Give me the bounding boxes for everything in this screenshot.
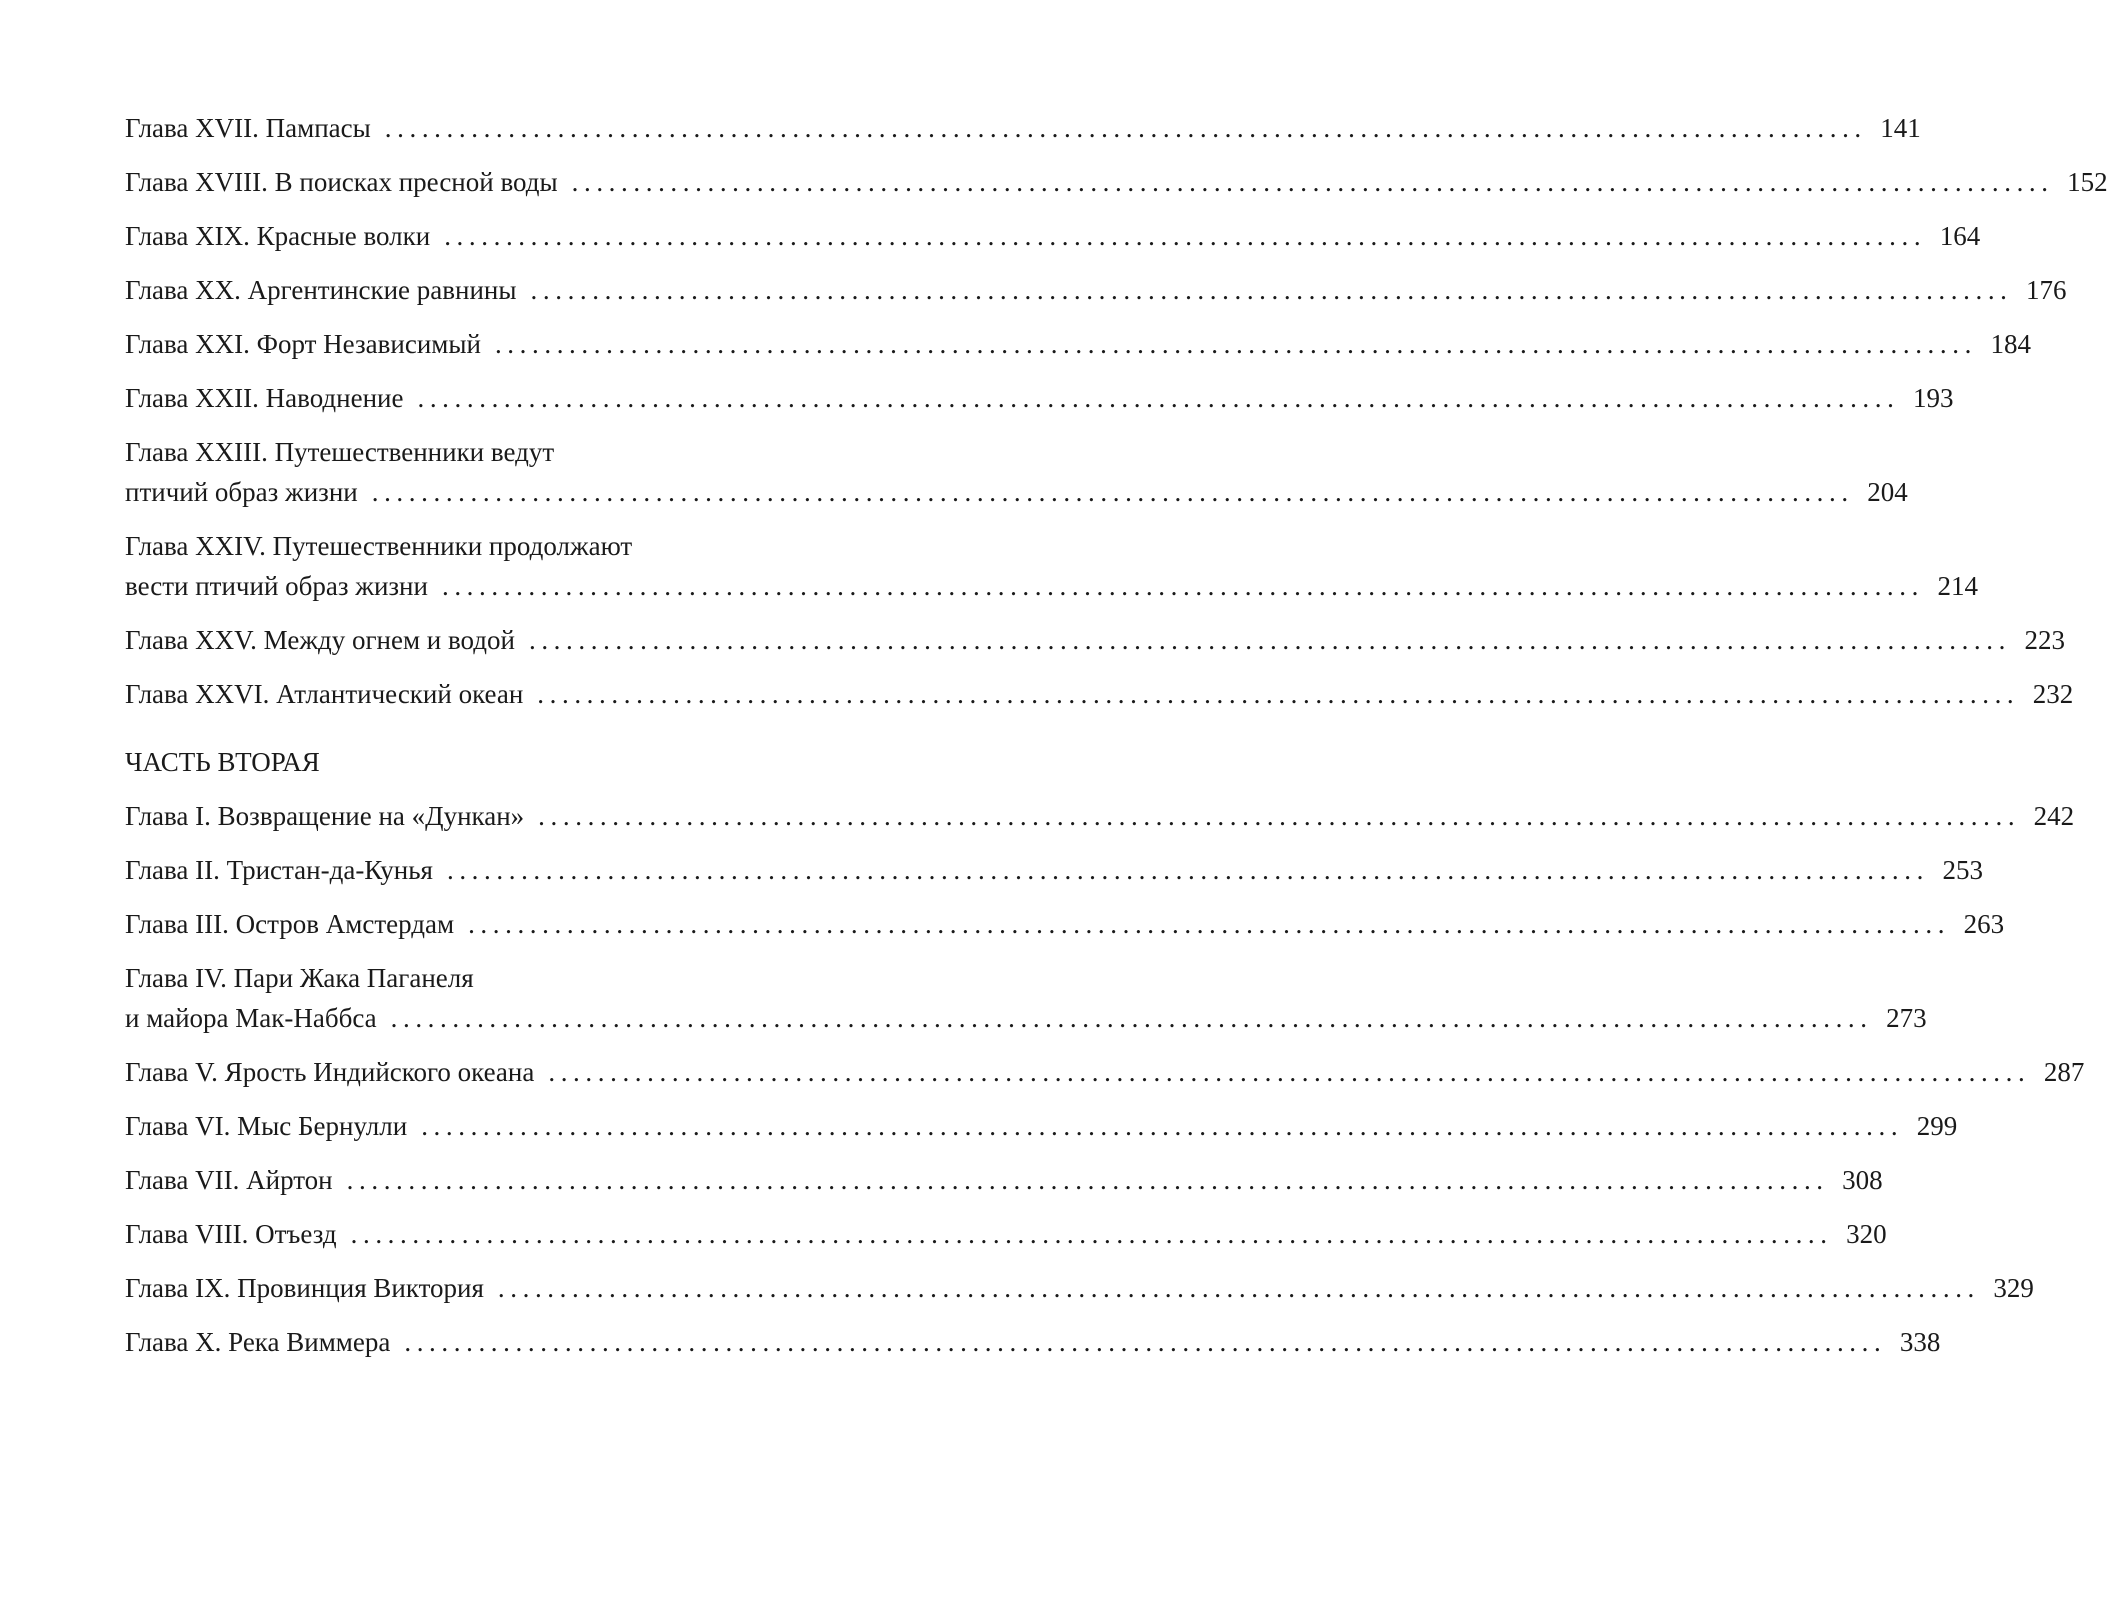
toc-entry-line (125, 1052, 2085, 1092)
chapter-title: Глава XX. Аргентинские равнины (125, 275, 517, 305)
toc-entry-line (125, 1268, 2034, 1308)
leader-dots: ........................................................................................................................ (530, 275, 2013, 305)
chapter-title: Глава XXI. Форт Независимый (125, 329, 481, 359)
toc-entry (125, 850, 1983, 890)
leader-dots: ........................................................................................................................ (548, 1057, 2031, 1087)
chapter-title: Глава I. Возвращение на «Дункан» (125, 801, 525, 831)
leader-dots: ........................................................................................................................ (538, 801, 2021, 831)
leader-dots: ........................................................................................................................ (441, 571, 1924, 601)
chapter-title: Глава XXII. Наводнение (125, 383, 404, 413)
page-number: 253 (1942, 855, 1983, 885)
page-number: 338 (1899, 1327, 1941, 1357)
toc-entry (125, 526, 1978, 606)
toc-entry-line (125, 472, 1908, 512)
toc-entry (125, 108, 1921, 148)
leader-dots: ........................................................................................................................ (384, 113, 1867, 143)
toc-entry-line (125, 162, 2108, 202)
toc-entry (125, 620, 2065, 660)
toc-entry (125, 1052, 2085, 1092)
toc-entry-line (125, 796, 2075, 836)
page-number: 214 (1937, 571, 1978, 601)
leader-dots: ........................................................................................................................ (346, 1165, 1829, 1195)
page-number: 223 (2024, 625, 2065, 655)
leader-dots: ........................................................................................................................ (390, 1003, 1873, 1033)
toc-entry (125, 904, 2005, 944)
page-number: 263 (1963, 909, 2005, 939)
leader-dots: ........................................................................................................................ (537, 679, 2020, 709)
page-number: 164 (1939, 221, 1981, 251)
toc-part-two (125, 796, 2085, 1362)
toc-entry (125, 1322, 1941, 1362)
toc-part-one (125, 108, 2108, 714)
page-number: 232 (2032, 679, 2074, 709)
toc-entry (125, 1214, 1887, 1254)
toc-entry (125, 270, 2067, 310)
page-number: 287 (2043, 1057, 2085, 1087)
toc-entry-line (125, 216, 1981, 256)
chapter-title: Глава X. Река Виммера (125, 1327, 391, 1357)
toc-entry-line (125, 904, 2005, 944)
chapter-title: Глава XVII. Пампасы (125, 113, 371, 143)
toc-entry (125, 324, 2031, 364)
leader-dots: ........................................................................................................................ (421, 1111, 1904, 1141)
leader-dots: ........................................................................................................................ (444, 221, 1927, 251)
chapter-title: Глава XIX. Красные волки (125, 221, 431, 251)
page-number: 141 (1880, 113, 1921, 143)
chapter-title: Глава XXIV. Путешественники продолжают (125, 531, 633, 561)
page-number: 176 (2026, 275, 2067, 305)
toc-entry-line (125, 324, 2031, 364)
leader-dots: ........................................................................................................................ (468, 909, 1951, 939)
page-number: 152 (2067, 167, 2108, 197)
leader-dots: ........................................................................................................................ (350, 1219, 1833, 1249)
toc-entry (125, 796, 2075, 836)
toc-entry-line (125, 958, 861, 998)
toc-entry (125, 378, 1954, 418)
chapter-title: птичий образ жизни (125, 477, 358, 507)
toc-entry-line (125, 566, 1978, 606)
page-number: 299 (1916, 1111, 1958, 1141)
toc-entry-line (125, 998, 1927, 1038)
toc-entry-line (125, 108, 1921, 148)
page-number: 184 (1990, 329, 2031, 359)
chapter-title: Глава XXIII. Путешественники ведут (125, 437, 555, 467)
toc-entry-line (125, 378, 1954, 418)
toc-entry-line (125, 1160, 1883, 1200)
page-number: 329 (1993, 1273, 2034, 1303)
chapter-title: и майора Мак-Наббса (125, 1003, 377, 1033)
chapter-title: Глава VII. Айртон (125, 1165, 333, 1195)
chapter-title: Глава III. Остров Амстердам (125, 909, 455, 939)
toc-entry-line (125, 674, 2074, 714)
page-number: 193 (1912, 383, 1954, 413)
toc-entry (125, 1268, 2034, 1308)
page-number: 320 (1846, 1219, 1887, 1249)
chapter-title: Глава XVIII. В поисках пресной воды (125, 167, 558, 197)
chapter-title: вести птичий образ жизни (125, 571, 428, 601)
leader-dots: ........................................................................................................................ (497, 1273, 1980, 1303)
toc-entry-line (125, 1214, 1887, 1254)
toc-entry (125, 1160, 1883, 1200)
leader-dots: ........................................................................................................................ (404, 1327, 1887, 1357)
chapter-title: Глава V. Ярость Индийского океана (125, 1057, 535, 1087)
page-number: 204 (1867, 477, 1908, 507)
leader-dots: ........................................................................................................................ (571, 167, 2054, 197)
toc-entry-line (125, 526, 861, 566)
page-number: 273 (1886, 1003, 1927, 1033)
page-number: 242 (2033, 801, 2075, 831)
toc-entry (125, 674, 2074, 714)
toc-entry (125, 162, 2108, 202)
chapter-title: Глава IX. Провинция Виктория (125, 1273, 484, 1303)
chapter-title: Глава XXV. Между огнем и водой (125, 625, 515, 655)
chapter-title: Глава VIII. Отъезд (125, 1219, 337, 1249)
chapter-title: Глава VI. Мыс Бернулли (125, 1111, 408, 1141)
toc-entry (125, 216, 1981, 256)
page-number: 308 (1842, 1165, 1883, 1195)
toc-entry-line (125, 620, 2065, 660)
toc-entry-line (125, 1106, 1958, 1146)
toc-entry (125, 958, 1927, 1038)
leader-dots: ........................................................................................................................ (417, 383, 1900, 413)
toc-entry-line (125, 270, 2067, 310)
chapter-title: Глава XXVI. Атлантический океан (125, 679, 524, 709)
chapter-title: Глава II. Тристан-да-Кунья (125, 855, 433, 885)
leader-dots: ........................................................................................................................ (494, 329, 1977, 359)
chapter-title: Глава IV. Пари Жака Паганеля (125, 963, 474, 993)
toc-entry-line (125, 432, 861, 472)
toc-entry-line (125, 1322, 1941, 1362)
leader-dots: ........................................................................................................................ (446, 855, 1929, 885)
toc-entry (125, 1106, 1958, 1146)
leader-dots: ........................................................................................................................ (528, 625, 2011, 655)
table-of-contents (125, 108, 2108, 1376)
section-heading: ЧАСТЬ ВТОРАЯ (125, 747, 320, 777)
toc-entry (125, 432, 1908, 512)
leader-dots: ........................................................................................................................ (371, 477, 1854, 507)
toc-entry-line (125, 850, 1983, 890)
